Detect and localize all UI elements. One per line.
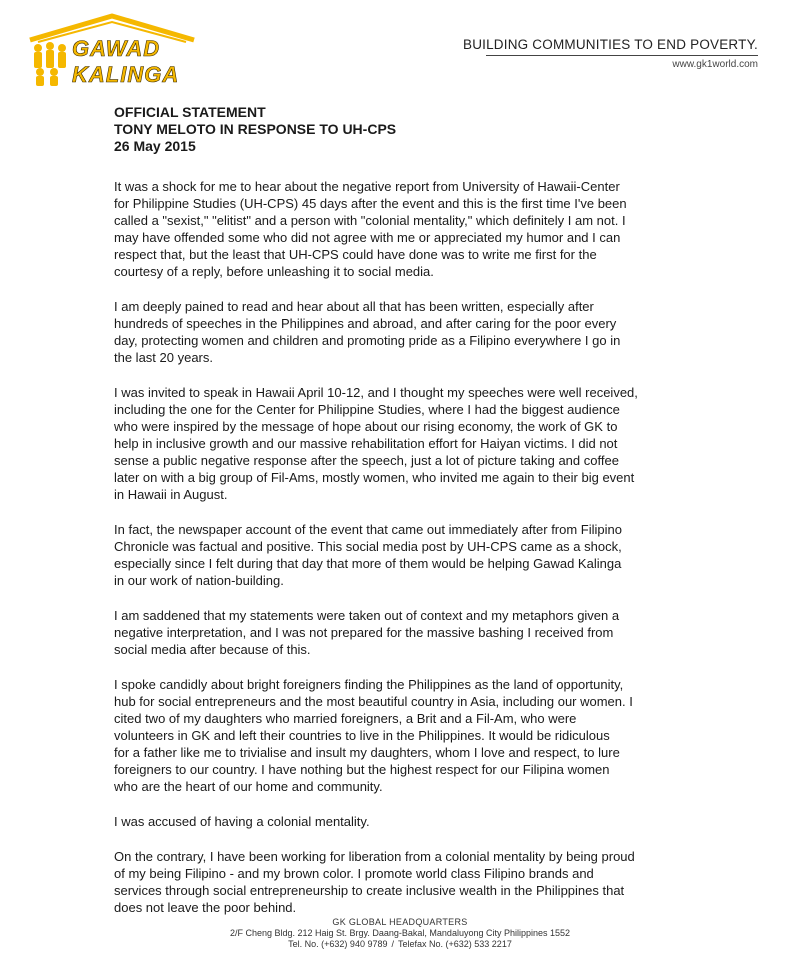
- paragraph-line: who were inspired by the message of hope about our rising economy, the work of GK to: [114, 419, 618, 434]
- statement-title: OFFICIAL STATEMENT: [114, 104, 266, 120]
- footer-fax: Telefax No. (+632) 533 2217: [398, 939, 512, 949]
- paragraph-line: It was a shock for me to hear about the negative report from University of Hawaii-Center: [114, 179, 620, 194]
- paragraph-line: hundreds of speeches in the Philippines and abroad, and after caring for the poor every: [114, 316, 617, 331]
- statement-paragraph: [114, 676, 764, 795]
- paragraph-line: day, protecting women and children and promoting pride as a Filipino everywhere I go in: [114, 333, 621, 348]
- website-url: www.gk1world.com: [672, 59, 758, 70]
- paragraph-line: does not leave the poor behind.: [114, 900, 297, 915]
- paragraph-line: cited two of my daughters who married foreigners, a Brit and a Fil-Am, who were: [114, 711, 577, 726]
- paragraph-line: called a "sexist," "elitist" and a person with "colonial mentality," which definitely I am not. I: [114, 213, 626, 228]
- paragraph-line: I am deeply pained to read and hear about all that has been written, especially after: [114, 299, 594, 314]
- paragraph-line: the last 20 years.: [114, 350, 213, 365]
- paragraph-line: foreigners to our country. I have nothing but the highest respect for our Filipina women: [114, 762, 610, 777]
- tagline-divider: [486, 55, 758, 56]
- paragraph-line: for Philippine Studies (UH-CPS) 45 days after the event and this is the first time I've been: [114, 196, 627, 211]
- footer-separator: /: [391, 939, 394, 949]
- paragraph-line: later on with a big group of Fil-Ams, mostly women, who invited me again to their big event: [114, 470, 635, 485]
- statement-paragraph: [114, 607, 764, 658]
- paragraph-line: I was invited to speak in Hawaii April 10-12, and I thought my speeches were well received,: [114, 385, 638, 400]
- paragraph-line: help in inclusive growth and our massive rehabilitation effort for Haiyan victims. I did not: [114, 436, 618, 451]
- paragraph-line: who are the heart of our home and community.: [114, 779, 383, 794]
- paragraph-line: services through social entrepreneurship to create inclusive wealth in the Philippines that: [114, 883, 625, 898]
- paragraph-line: in Hawaii in August.: [114, 487, 228, 502]
- gawad-kalinga-logo: [24, 12, 202, 88]
- statement-paragraph: [114, 848, 764, 916]
- paragraph-line: in our work of nation-building.: [114, 573, 284, 588]
- footer-hq: GK GLOBAL HEADQUARTERS: [332, 917, 468, 927]
- paragraph-line: I was accused of having a colonial mentality.: [114, 814, 370, 829]
- paragraph-line: of my being Filipino - and my brown color. I promote world class Filipino brands and: [114, 866, 594, 881]
- statement-paragraph: [114, 298, 764, 366]
- statement-heading: [114, 104, 396, 155]
- footer: [0, 917, 800, 950]
- footer-tel: Tel. No. (+632) 940 9789: [288, 939, 388, 949]
- svg-text:KALINGA: KALINGA: [72, 62, 180, 87]
- paragraph-line: Chronicle was factual and positive. This social media post by UH-CPS came as a shock,: [114, 539, 622, 554]
- paragraph-line: volunteers in GK and left their countries to live in the Philippines. It would be ridiculous: [114, 728, 610, 743]
- paragraph-line: I am saddened that my statements were taken out of context and my metaphors given a: [114, 608, 620, 623]
- paragraph-line: I spoke candidly about bright foreigners finding the Philippines as the land of opportunity,: [114, 677, 624, 692]
- statement-paragraph: [114, 384, 764, 503]
- statement-paragraph: [114, 178, 764, 280]
- paragraph-line: including the one for the Center for Philippine Studies, where I had the biggest audience: [114, 402, 620, 417]
- paragraph-line: courtesy of a reply, before unleashing it to social media.: [114, 264, 434, 279]
- statement-subtitle: TONY MELOTO IN RESPONSE TO UH-CPS: [114, 121, 397, 137]
- paragraph-line: social media after because of this.: [114, 642, 311, 657]
- paragraph-line: for a father like me to trivialise and insult my daughters, whom I love and respect, to lure: [114, 745, 620, 760]
- paragraph-line: may have offended some who did not agree with me or appreciated my humor and I can: [114, 230, 621, 245]
- paragraph-line: especially since I felt during that day that more of them would be helping Gawad Kalinga: [114, 556, 622, 571]
- paragraph-line: sense a public negative response after the speech, just a lot of picture taking and coffee: [114, 453, 619, 468]
- paragraph-line: negative interpretation, and I was not prepared for the massive bashing I received from: [114, 625, 614, 640]
- statement-paragraph: [114, 521, 764, 589]
- tagline: BUILDING COMMUNITIES TO END POVERTY.: [462, 37, 758, 52]
- svg-text:GAWAD: GAWAD: [72, 36, 161, 61]
- footer-address: 2/F Cheng Bldg. 212 Haig St. Brgy. Daang-Bakal, Mandaluyong City Philippines 1552: [229, 928, 571, 938]
- paragraph-line: respect that, but the least that UH-CPS could have done was to write me first for the: [114, 247, 597, 262]
- footer-contacts: [0, 939, 800, 950]
- paragraph-line: In fact, the newspaper account of the event that came out immediately after from Filipino: [114, 522, 622, 537]
- statement-date: 26 May 2015: [114, 138, 196, 154]
- statement-body: [114, 178, 764, 934]
- statement-paragraph: [114, 813, 764, 830]
- paragraph-line: hub for social entrepreneurs and the most beautiful country in Asia, including our women. I: [114, 694, 633, 709]
- paragraph-line: On the contrary, I have been working for liberation from a colonial mentality by being proud: [114, 849, 635, 864]
